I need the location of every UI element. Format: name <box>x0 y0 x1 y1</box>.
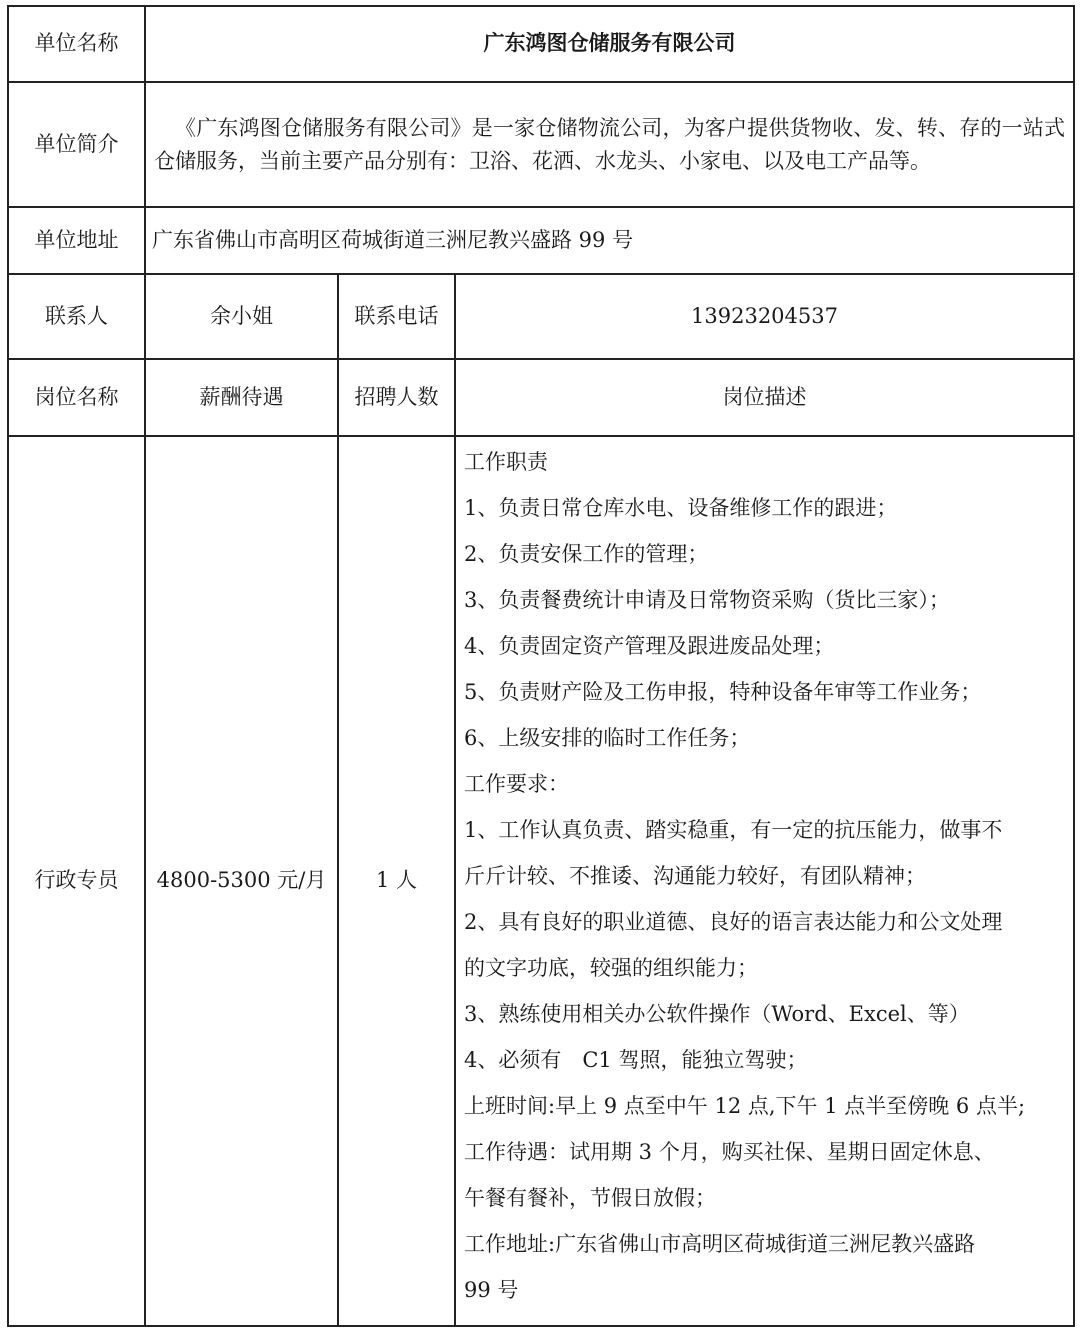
description-line: 斤斤计较、不推诿、沟通能力较好，有团队精神； <box>464 864 926 888</box>
company-address: 广东省佛山市高明区荷城街道三洲尼教兴盛路 99 号 <box>145 207 1074 274</box>
description-line: 工作待遇：试用期 3 个月，购买社保、星期日固定休息、 <box>464 1140 995 1164</box>
job-position: 行政专员 <box>8 436 145 1326</box>
job-description <box>455 436 1074 1326</box>
contact-phone-label: 联系电话 <box>338 274 455 359</box>
contact-phone: 13923204537 <box>455 274 1074 359</box>
description-line: 3、熟练使用相关办公软件操作（Word、Excel、等） <box>464 1002 970 1026</box>
company-name-row <box>8 6 1074 82</box>
recruitment-table <box>7 5 1075 1327</box>
header-salary: 薪酬待遇 <box>145 359 338 436</box>
description-line: 工作职责 <box>464 450 548 474</box>
description-line: 午餐有餐补，节假日放假； <box>464 1186 716 1210</box>
job-row <box>8 436 1074 1326</box>
header-position: 岗位名称 <box>8 359 145 436</box>
company-intro-row <box>8 82 1074 207</box>
description-line: 2、负责安保工作的管理； <box>464 542 709 566</box>
job-count: 1 人 <box>338 436 455 1326</box>
description-line: 1、负责日常仓库水电、设备维修工作的跟进； <box>464 496 898 520</box>
job-salary: 4800-5300 元/月 <box>145 436 338 1326</box>
header-description: 岗位描述 <box>455 359 1074 436</box>
description-line: 上班时间:早上 9 点至中午 12 点,下午 1 点半至傍晚 6 点半; <box>464 1094 1026 1118</box>
company-address-row <box>8 207 1074 274</box>
company-address-label: 单位地址 <box>8 207 145 274</box>
contact-person-label: 联系人 <box>8 274 145 359</box>
description-line: 1、工作认真负责、踏实稳重，有一定的抗压能力，做事不 <box>464 818 1003 842</box>
header-count: 招聘人数 <box>338 359 455 436</box>
company-name-label: 单位名称 <box>8 6 145 82</box>
description-line: 5、负责财产险及工伤申报，特种设备年审等工作业务； <box>464 680 982 704</box>
company-intro-label: 单位简介 <box>8 82 145 207</box>
description-line: 的文字功底，较强的组织能力； <box>464 956 758 980</box>
description-line: 99 号 <box>464 1278 519 1302</box>
description-line: 工作要求： <box>464 772 569 796</box>
header-row <box>8 359 1074 436</box>
description-line: 6、上级安排的临时工作任务； <box>464 726 751 750</box>
description-line: 3、负责餐费统计申请及日常物资采购（货比三家）； <box>464 588 950 612</box>
contact-person: 余小姐 <box>145 274 338 359</box>
contact-row <box>8 274 1074 359</box>
description-line: 工作地址:广东省佛山市高明区荷城街道三洲尼教兴盛路 <box>464 1232 976 1256</box>
description-line: 4、负责固定资产管理及跟进废品处理； <box>464 634 835 658</box>
description-line: 4、必须有 C1 驾照，能独立驾驶； <box>464 1048 808 1072</box>
description-line: 2、具有良好的职业道德、良好的语言表达能力和公文处理 <box>464 910 1003 934</box>
company-intro: 《广东鸿图仓储服务有限公司》是一家仓储物流公司，为客户提供货物收、发、转、存的一站式仓储服务，当前主要产品分别有：卫浴、花洒、水龙头、小家电、以及电工产品等。 <box>145 82 1074 207</box>
company-name: 广东鸿图仓储服务有限公司 <box>145 6 1074 82</box>
